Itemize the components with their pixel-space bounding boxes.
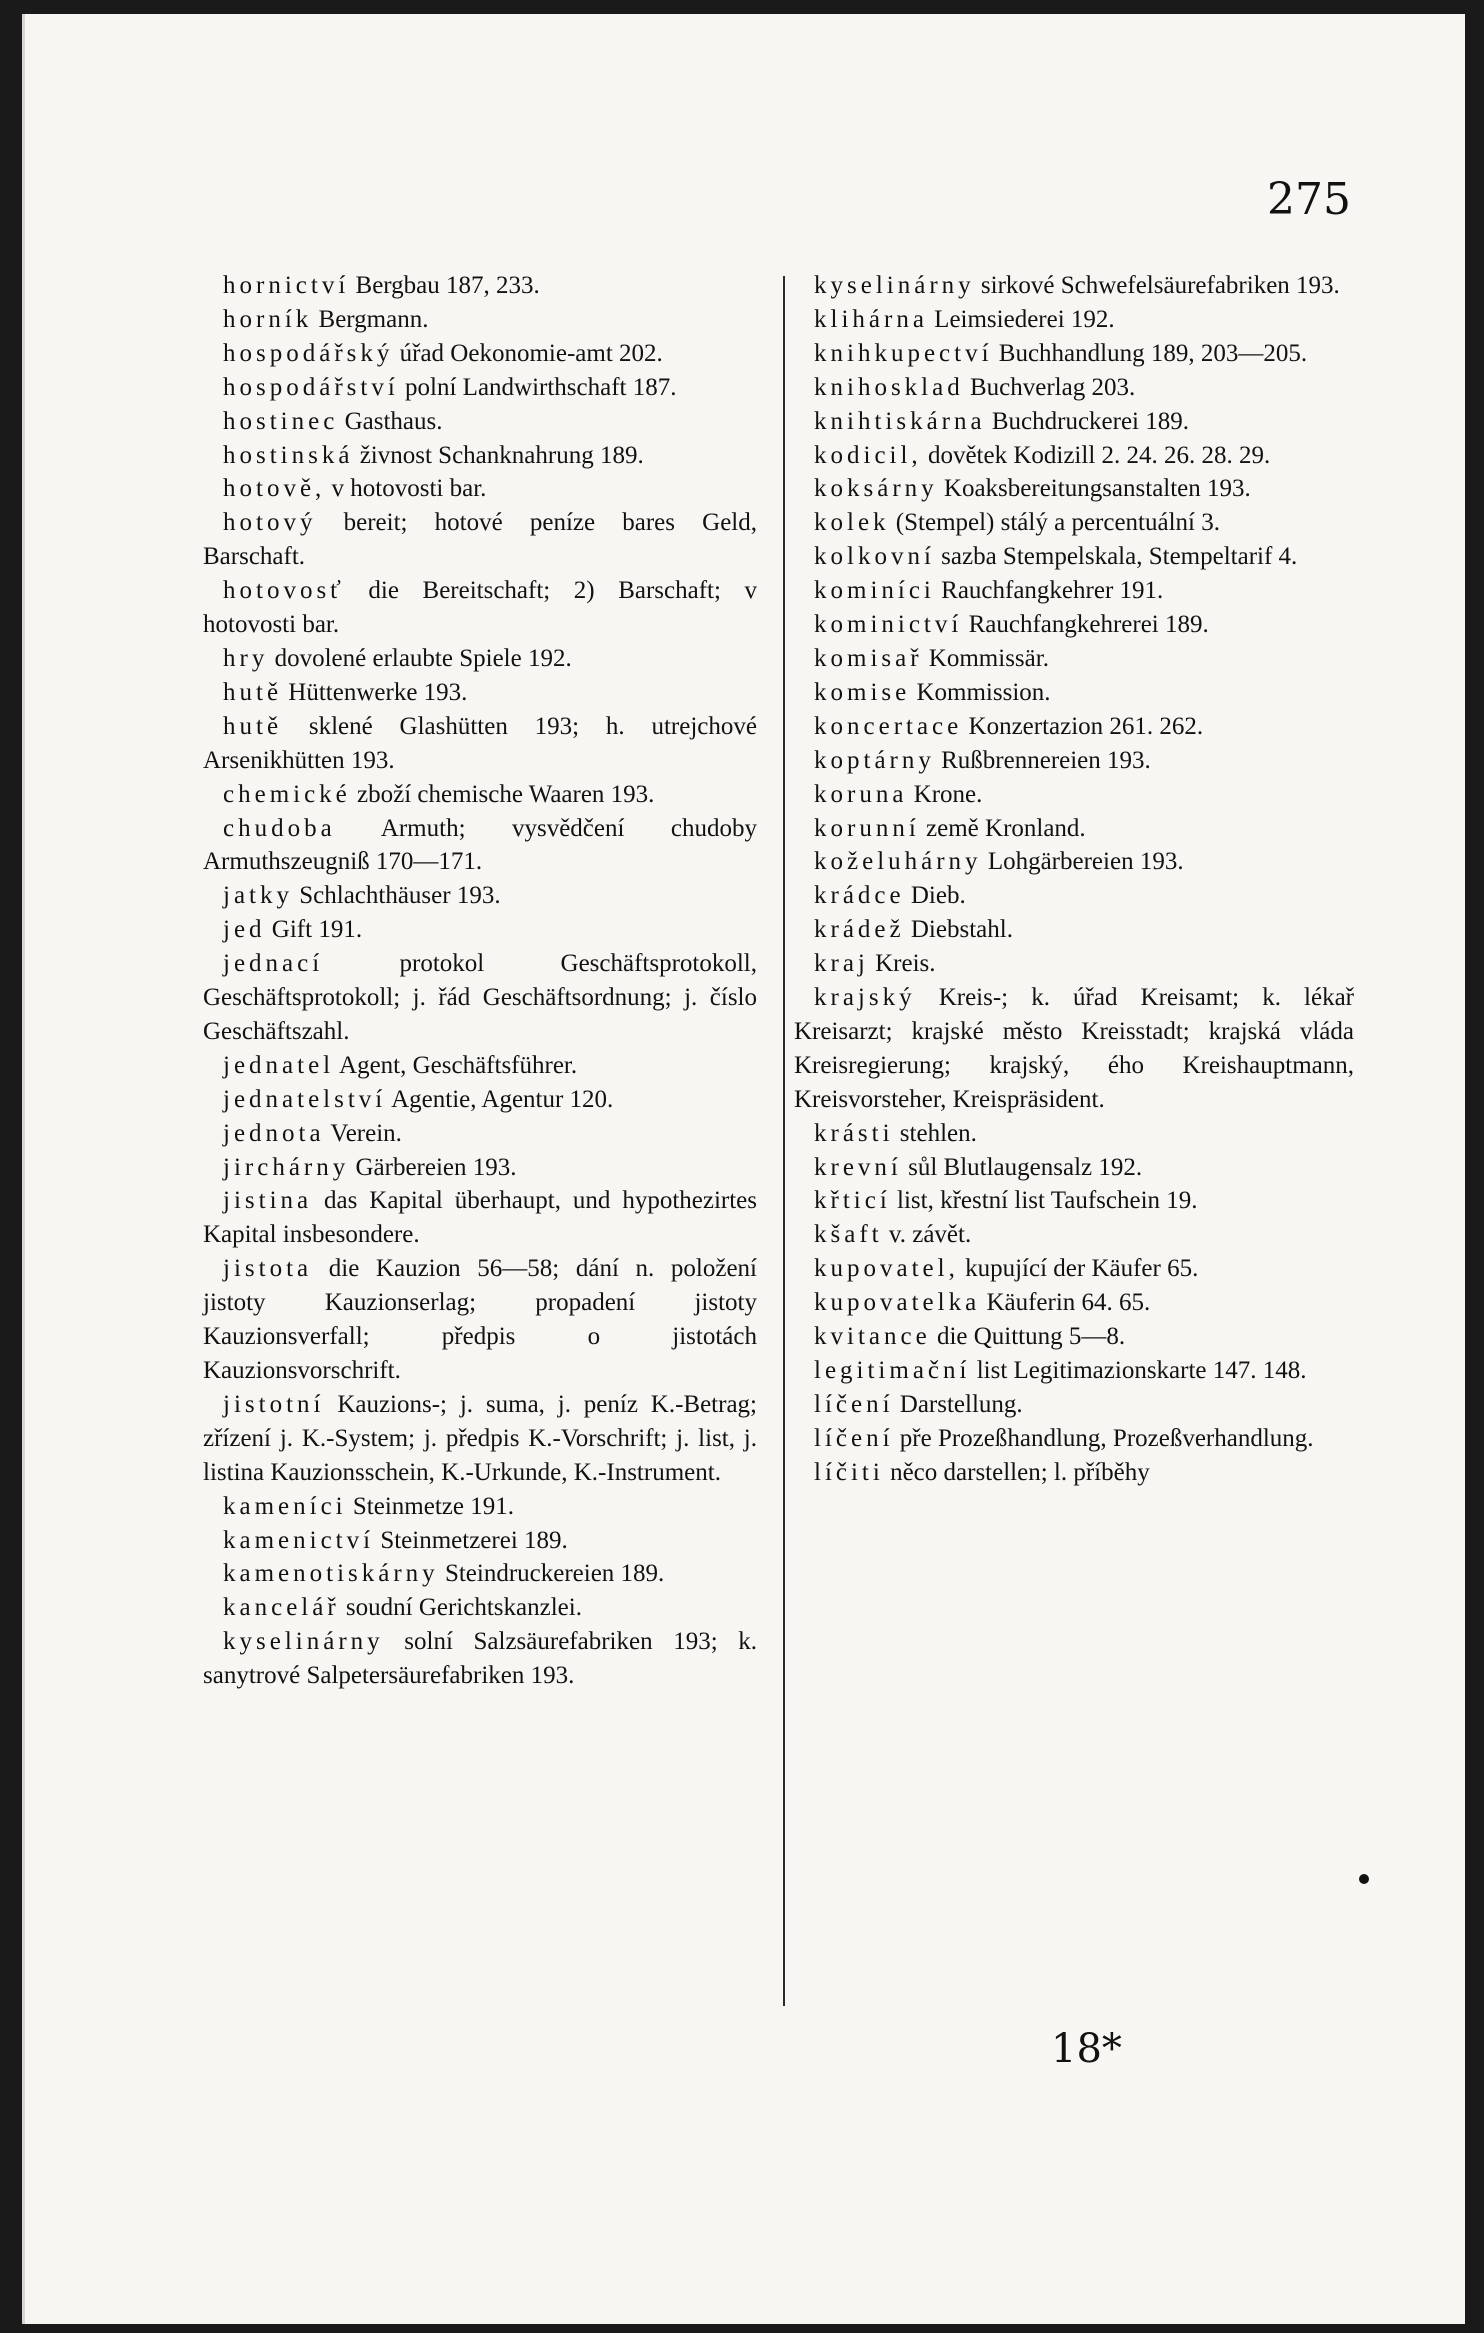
entry-headword: kominíci (814, 577, 935, 605)
entry-definition: kupující der Käufer 65. (965, 1255, 1199, 1283)
entry-definition: Hüttenwerke 193. (288, 678, 468, 706)
dictionary-entry (203, 371, 757, 405)
entry-definition: Verein. (330, 1119, 402, 1147)
entry-definition: v hotovosti bar. (331, 475, 487, 503)
entry-definition: živnost Schanknahrung 189. (359, 441, 644, 469)
dictionary-entry (203, 642, 757, 676)
entry-headword: koncertace (814, 712, 963, 740)
dictionary-entry (794, 269, 1354, 303)
entry-headword: hostinská (223, 441, 354, 469)
dictionary-entry (794, 506, 1354, 540)
entry-headword: líčení (814, 1424, 894, 1452)
entry-definition: bereit; hotové peníze bares Geld, Barschaft. (203, 509, 757, 571)
entry-definition: Darstellung. (899, 1390, 1023, 1418)
entry-definition: sazba Stempelskala, Stempeltarif 4. (941, 543, 1298, 571)
entry-headword: krevní (814, 1153, 902, 1181)
entry-definition: Rauchfangkehrerei 189. (968, 611, 1209, 639)
dictionary-entry (794, 439, 1354, 473)
entry-headword: hotovosť (223, 577, 345, 605)
entry-definition: Krone. (913, 780, 983, 808)
entry-headword: jistotní (223, 1390, 325, 1418)
entry-headword: hutě (223, 712, 283, 740)
entry-definition: polní Landwirthschaft 187. (405, 373, 677, 401)
entry-definition: Buchverlag 203. (969, 373, 1136, 401)
entry-headword: kancelář (223, 1594, 340, 1622)
entry-headword: kamenotiskárny (223, 1560, 439, 1588)
dictionary-entry (794, 845, 1354, 879)
dictionary-entry (794, 1252, 1354, 1286)
entry-definition: dovolené erlaubte Spiele 192. (274, 644, 572, 672)
entry-definition: pře Prozeßhandlung, Prozeßverhandlung. (899, 1424, 1314, 1452)
entry-headword: křticí (814, 1187, 891, 1215)
entry-headword: kodicil, (814, 441, 922, 469)
entry-headword: komisař (814, 644, 923, 672)
entry-definition: list Legitimazionskarte 147. 148. (976, 1357, 1307, 1384)
entry-headword: jistota (223, 1255, 313, 1283)
entry-headword: knihosklad (814, 373, 964, 401)
dictionary-entry (794, 676, 1354, 710)
entry-definition: Käuferin 64. 65. (986, 1289, 1151, 1317)
dictionary-entry (794, 371, 1354, 405)
entry-definition: Gasthaus. (344, 407, 443, 435)
dictionary-entry (203, 778, 757, 812)
entry-headword: hotově, (223, 475, 326, 503)
dictionary-entry (203, 303, 757, 337)
dictionary-entry (794, 337, 1354, 371)
entry-definition: Rauchfangkehrer 191. (941, 577, 1164, 605)
entry-definition: země Kronland. (926, 814, 1086, 842)
entry-headword: krádež (814, 916, 905, 944)
entry-headword: jednatel (223, 1051, 335, 1079)
entry-definition: Kreis-; k. úřad Kreisamt; k. lékař Kreisarzt; krajské město Kreisstadt; krajská vláda Kreisregierung; krajský, ého Kreishauptmann, Kreisvorsteher, Kreispräsident. (794, 984, 1355, 1113)
entry-headword: jednací (223, 950, 324, 978)
entry-definition: úřad Oekonomie-amt 202. (399, 339, 663, 367)
entry-definition: die Bereitschaft; 2) Barschaft; v hotovosti bar. (203, 577, 757, 639)
entry-definition: Gift 191. (271, 916, 363, 944)
entry-headword: krásti (814, 1119, 894, 1147)
entry-definition: Armuth; vysvědčení chudoby Armuthszeugniß 170—171. (203, 814, 758, 876)
entry-headword: kameníci (223, 1492, 347, 1520)
entry-definition: die Quittung 5—8. (936, 1323, 1126, 1351)
page-number: 275 (1267, 174, 1351, 225)
dictionary-entry (794, 574, 1354, 608)
document-page (22, 14, 1465, 2324)
entry-definition: zboží chemische Waaren 193. (357, 780, 655, 808)
entry-definition: Dieb. (910, 882, 966, 910)
entry-headword: knihkupectví (814, 339, 993, 367)
dictionary-entry (794, 472, 1354, 506)
entry-definition: Steinmetze 191. (352, 1492, 514, 1520)
entry-definition: v. závět. (888, 1221, 972, 1249)
dictionary-entry (794, 913, 1354, 947)
dictionary-entry (794, 778, 1354, 812)
entry-definition: sklené Glashütten 193; h. utrejchové Arsenikhütten 193. (203, 712, 757, 774)
entry-headword: kolkovní (814, 543, 935, 571)
entry-headword: koksárny (814, 475, 938, 503)
entry-definition: něco darstellen; l. příběhy (890, 1458, 1150, 1486)
entry-definition: Rußbrennereien 193. (941, 746, 1151, 774)
entry-headword: kraj (814, 950, 869, 978)
entry-definition: Kauzions-; j. suma, j. peníz K.-Betrag; zřízení j. K.-System; j. předpis K.-Vorschrift; j. list, j. listina Kauzionsschein, K.-Urkunde, K.-Instrument. (203, 1390, 757, 1486)
dictionary-entry (203, 506, 757, 574)
dictionary-entry (203, 1083, 757, 1117)
entry-headword: líčení (814, 1390, 894, 1418)
entry-headword: jistina (223, 1187, 313, 1215)
entry-headword: kamenictví (223, 1526, 375, 1554)
entry-definition: stehlen. (899, 1119, 977, 1147)
dictionary-entry (794, 744, 1354, 778)
dictionary-entry (794, 540, 1354, 574)
dictionary-entry (794, 812, 1354, 846)
dictionary-entry (203, 1049, 757, 1083)
entry-definition: Konzertazion 261. 262. (968, 712, 1204, 740)
entry-headword: líčiti (814, 1458, 884, 1486)
entry-headword: horník (223, 305, 313, 333)
entry-headword: koruna (814, 780, 908, 808)
dictionary-entry (203, 1151, 757, 1185)
entry-headword: koptárny (814, 746, 935, 774)
dictionary-entry (203, 1591, 757, 1625)
entry-definition: die Kauzion 56—58; dání n. položení jistoty Kauzionserlag; propadení jistoty Kauzionsverfall; předpis o jistotách Kauzionsvorschrift. (203, 1255, 757, 1384)
dictionary-entry (794, 1184, 1354, 1218)
entry-headword: hospodářství (223, 373, 399, 401)
entry-headword: kvitance (814, 1323, 931, 1351)
entry-headword: legitimační (814, 1357, 971, 1384)
dictionary-entry (203, 913, 757, 947)
dictionary-entry (794, 303, 1354, 337)
entry-headword: kyselinárny (223, 1628, 384, 1656)
dictionary-entry (794, 981, 1354, 1117)
entry-headword: hostinec (223, 407, 339, 435)
dictionary-entry (794, 947, 1354, 981)
dictionary-entry (203, 676, 757, 710)
entry-headword: klihárna (814, 305, 928, 333)
dictionary-entry (794, 1151, 1354, 1185)
entry-definition: Gärbereien 193. (355, 1153, 517, 1181)
dictionary-entry (794, 1388, 1354, 1422)
entry-definition: Buchhandlung 189, 203—205. (998, 339, 1308, 367)
dictionary-entry (203, 1388, 757, 1490)
entry-definition: dovětek Kodizill 2. 24. 26. 28. 29. (927, 441, 1271, 469)
entry-definition: Schlachthäuser 193. (299, 882, 501, 910)
entry-headword: krajský (814, 984, 916, 1012)
entry-headword: hospodářský (223, 339, 394, 367)
dictionary-entry (203, 812, 757, 880)
entry-definition: solní Salzsäurefabriken 193; k. sanytrové Salpetersäurefabriken 193. (203, 1628, 757, 1690)
dictionary-entry (203, 1184, 757, 1252)
dictionary-entry (794, 879, 1354, 913)
left-column (203, 269, 757, 1693)
entry-definition: Bergmann. (318, 305, 429, 333)
entry-definition: Agentie, Agentur 120. (391, 1085, 614, 1113)
entry-definition: Diebstahl. (910, 916, 1013, 944)
entry-definition: Agent, Geschäftsführer. (339, 1051, 578, 1079)
dictionary-entry (794, 405, 1354, 439)
entry-headword: hutě (223, 678, 283, 706)
entry-headword: hry (223, 644, 269, 672)
entry-headword: chudoba (223, 814, 336, 842)
dictionary-entry (203, 574, 757, 642)
entry-headword: kyselinárny (814, 272, 975, 299)
dictionary-entry (203, 1625, 757, 1693)
entry-definition: Kreis. (875, 950, 936, 978)
dictionary-entry (203, 337, 757, 371)
entry-headword: krádce (814, 882, 905, 910)
entry-headword: jirchárny (223, 1153, 350, 1181)
entry-headword: jatky (223, 882, 293, 910)
entry-headword: jednota (223, 1119, 325, 1147)
dictionary-entry (203, 1524, 757, 1558)
dictionary-entry (203, 710, 757, 778)
entry-definition: Steindruckereien 189. (444, 1560, 665, 1588)
entry-definition: Kommission. (916, 678, 1051, 706)
entry-definition: (Stempel) stálý a percentuální 3. (895, 509, 1220, 537)
dictionary-entry (794, 1218, 1354, 1252)
entry-definition: soudní Gerichtskanzlei. (345, 1594, 582, 1622)
entry-headword: kolek (814, 509, 890, 537)
column-divider (783, 276, 785, 2006)
dictionary-entry (203, 879, 757, 913)
dictionary-entry (794, 608, 1354, 642)
entry-definition: Leimsiederei 192. (934, 305, 1115, 333)
entry-definition: Koaksbereitungsanstalten 193. (943, 475, 1251, 503)
dictionary-entry (794, 1117, 1354, 1151)
dictionary-entry (203, 269, 757, 303)
entry-definition: Lohgärbereien 193. (987, 848, 1184, 876)
entry-definition: Steinmetzerei 189. (380, 1526, 568, 1554)
signature-mark: 18* (1051, 2026, 1122, 2072)
entry-definition: Buchdruckerei 189. (991, 407, 1189, 435)
entry-definition: Bergbau 187, 233. (355, 272, 540, 299)
dictionary-entry (203, 1117, 757, 1151)
dictionary-entry (794, 1354, 1354, 1388)
dictionary-entry (203, 1252, 757, 1388)
entry-definition: das Kapital überhaupt, und hypothezirtes Kapital insbesondere. (203, 1187, 757, 1249)
entry-headword: koželuhárny (814, 848, 982, 876)
entry-headword: kupovatel, (814, 1255, 959, 1283)
entry-definition: sůl Blutlaugensalz 192. (908, 1153, 1143, 1181)
dictionary-entry (794, 710, 1354, 744)
entry-headword: hotový (223, 509, 317, 537)
ink-dot (1359, 1874, 1369, 1884)
entry-headword: chemické (223, 780, 351, 808)
entry-headword: knihtiskárna (814, 407, 986, 435)
entry-headword: korunní (814, 814, 920, 842)
entry-definition: list, křestní list Taufschein 19. (897, 1187, 1198, 1215)
entry-headword: kšaft (814, 1221, 883, 1249)
dictionary-entry (794, 1320, 1354, 1354)
entry-headword: kupovatelka (814, 1289, 981, 1317)
entry-headword: kominictví (814, 611, 963, 639)
entry-headword: hornictví (223, 272, 350, 299)
entry-definition: protokol Geschäftsprotokoll, Geschäftsprotokoll; j. řád Geschäftsordnung; j. číslo Geschäftszahl. (203, 950, 758, 1045)
dictionary-entry (794, 642, 1354, 676)
dictionary-entry (203, 1490, 757, 1524)
entry-definition: sirkové Schwefelsäurefabriken 193. (980, 272, 1340, 299)
dictionary-entry (203, 947, 757, 1049)
entry-headword: jed (223, 916, 266, 944)
entry-headword: jednatelství (223, 1085, 387, 1113)
dictionary-entry (203, 1557, 757, 1591)
entry-definition: Kommissär. (928, 644, 1049, 672)
dictionary-entry (794, 1422, 1354, 1456)
dictionary-entry (203, 439, 757, 473)
dictionary-entry (203, 472, 757, 506)
dictionary-entry (794, 1456, 1354, 1490)
dictionary-entry (203, 405, 757, 439)
right-column (794, 269, 1354, 1490)
dictionary-entry (794, 1286, 1354, 1320)
entry-headword: komise (814, 678, 911, 706)
